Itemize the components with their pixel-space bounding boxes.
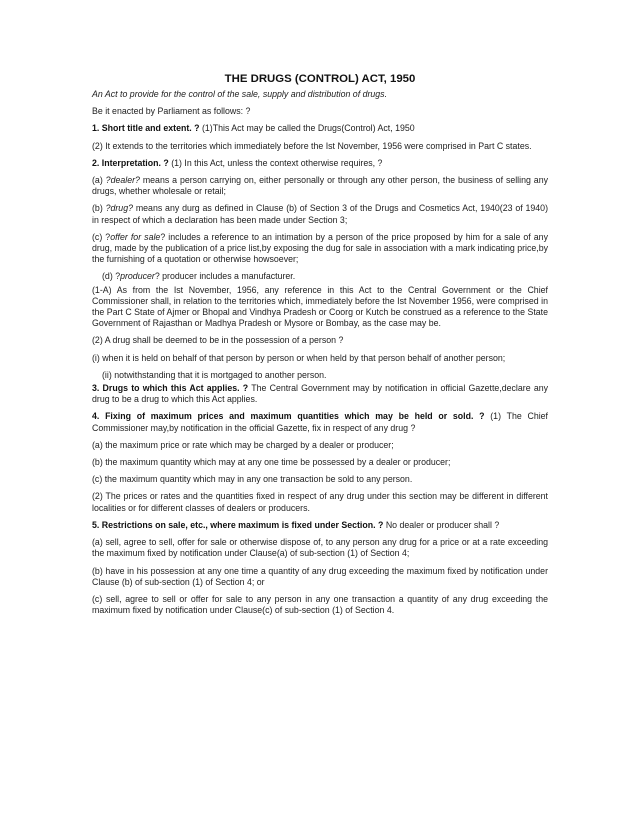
definition-text: ? producer includes a manufacturer. bbox=[154, 271, 296, 282]
act-subtitle: An Act to provide for the control of the sale, supply and distribution of drugs. bbox=[92, 89, 388, 99]
section-3 bbox=[92, 383, 548, 405]
clause-2-2-i: (i) when it is held on behalf of that person by person or when held by that person behalf of another person; bbox=[92, 352, 506, 363]
section-heading: 2. Interpretation. ? bbox=[92, 157, 169, 168]
clause-2-2-ii: (ii) notwithstanding that it is mortgaged to another person. bbox=[102, 369, 327, 380]
section-2-2: (2) A drug shall be deemed to be in the possession of a person ? bbox=[92, 335, 344, 346]
section-text: (1) The Chief Commissioner may,by notification in the official Gazette, fix in respect of any drug ? bbox=[92, 411, 548, 433]
document-title: THE DRUGS (CONTROL) ACT, 1950 bbox=[224, 73, 416, 85]
definition-text: means any durg as defined in Clause (b) of Section 3 of the Drugs and Cosmetics Act, 1940(23 of 1940) in respect of which a declaration has been made under Section 3; bbox=[92, 203, 548, 225]
section-text: (1) In this Act, unless the context otherwise requires, ? bbox=[168, 157, 383, 168]
definition-dealer bbox=[92, 175, 548, 197]
section-heading: 4. Fixing of maximum prices and maximum quantities which may be held or sold. ? bbox=[92, 411, 485, 422]
section-heading: 3. Drugs to which this Act applies. ? bbox=[92, 383, 249, 394]
section-text: The Central Government may by notification in official Gazette,declare any drug to be a drug to which this Act applies. bbox=[92, 383, 548, 405]
clause-5-a: (a) sell, agree to sell, offer for sale or otherwise dispose of, to any person any drug for a price or at a rate exceeding the maximum fixed by notification under Clause(a) of sub-section (1) of Section 4; bbox=[92, 537, 548, 559]
section-1-2: (2) It extends to the territories which immediately before the Ist November, 1956 were comprised in Part C states. bbox=[92, 140, 532, 151]
defined-term: ?dealer? bbox=[105, 175, 140, 186]
section-4-2: (2) The prices or rates and the quantities fixed in respect of any drug under this section may be different in different localities or for different classes of dealers or producers. bbox=[92, 491, 548, 513]
definition-text: means a person carrying on, either personally or through any other person, the business of selling any drugs, whether wholesale or retail; bbox=[92, 175, 548, 197]
defined-term: producer bbox=[120, 271, 155, 282]
definition-drug bbox=[92, 203, 548, 225]
clause-marker: (c) ? bbox=[92, 231, 111, 242]
section-1a: (1-A) As from the Ist November, 1956, any reference in this Act to the Central Government or the Chief Commissioner shall, in relation to the territories which, immediately before the Ist November 1956, were comprised in the Part C State of Ajmer or Bhopal and Vindhya Pradesh or Coorg or Kutch be construed as a reference to the State Government of Rajasthan or Madhya Pradesh or Mysore or Bombay, as the case may be. bbox=[92, 284, 548, 329]
definition-producer bbox=[92, 271, 548, 282]
document-page bbox=[92, 72, 548, 622]
section-heading: 5. Restrictions on sale, etc., where maximum is fixed under Section. ? bbox=[92, 519, 384, 530]
clause-4-c: (c) the maximum quantity which may in any one transaction be sold to any person. bbox=[92, 474, 413, 485]
definition-text: ? includes a reference to an intimation by a person of the price proposed by him for a sale of any drug, made by the publication of a price list,by exposing the dug for sale in association with a mark indicating price,by the furnishing of a quotation or otherwise howsoever; bbox=[92, 231, 548, 265]
section-5 bbox=[92, 520, 548, 531]
clause-marker: (a) bbox=[92, 175, 106, 186]
clause-5-b: (b) have in his possession at any one time a quantity of any drug exceeding the maximum fixed by notification under Clause (b) of sub-section (1) of Section 4; or bbox=[92, 565, 548, 587]
section-2 bbox=[92, 158, 548, 169]
section-4 bbox=[92, 411, 548, 433]
section-text: No dealer or producer shall ? bbox=[383, 519, 500, 530]
section-text: (1)This Act may be called the Drugs(Control) Act, 1950 bbox=[199, 123, 415, 134]
enacting-clause: Be it enacted by Parliament as follows: ? bbox=[92, 106, 251, 117]
section-1 bbox=[92, 123, 548, 134]
defined-term: ?drug? bbox=[105, 203, 133, 214]
clause-marker: (d) ? bbox=[102, 271, 121, 282]
defined-term: offer for sale bbox=[110, 231, 161, 242]
clause-4-a: (a) the maximum price or rate which may be charged by a dealer or producer; bbox=[92, 439, 394, 450]
clause-4-b: (b) the maximum quantity which may at any one time be possessed by a dealer or producer; bbox=[92, 457, 451, 468]
clause-marker: (b) bbox=[92, 203, 106, 214]
definition-offer-for-sale bbox=[92, 232, 548, 266]
clause-5-c: (c) sell, agree to sell or offer for sale to any person in any one transaction a quantity of any drug exceeding the maximum fixed by notification under Clause(c) of sub-section (1) of Section 4. bbox=[92, 593, 548, 616]
section-heading: 1. Short title and extent. ? bbox=[92, 123, 200, 134]
